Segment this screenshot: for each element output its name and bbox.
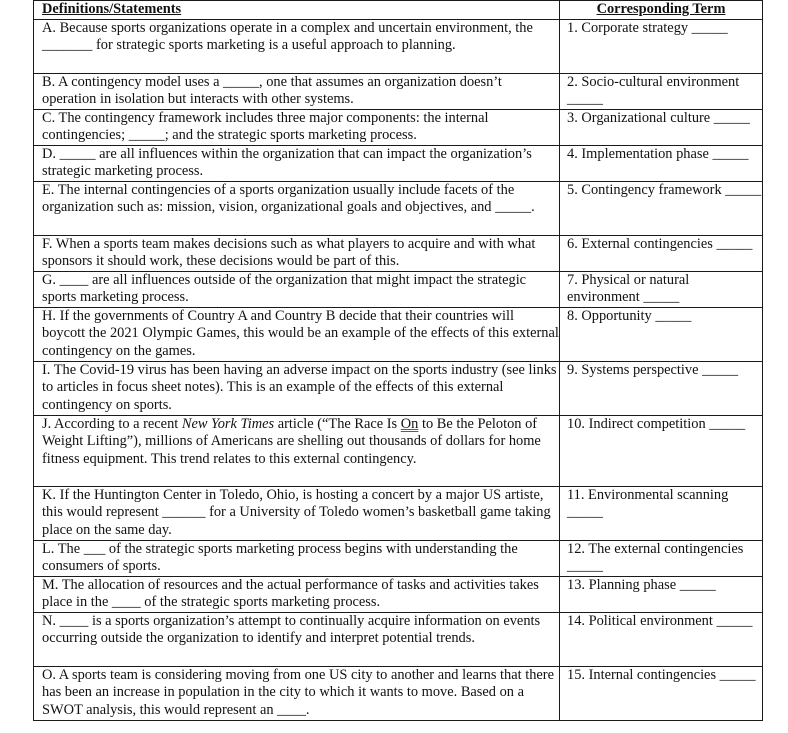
table-row [34,181,763,235]
table-row [34,109,763,145]
statement-m: M. The allocation of resources and the actual performance of tasks and activities takes place in the ____ of the strategic sports marketing process. [34,576,560,612]
term-9: 9. Systems perspective _____ [560,361,763,415]
matching-table [33,0,763,721]
table-row [34,361,763,415]
statement-c: C. The contingency framework includes three major components: the internal contingencies; _____; and the strategic sports marketing process. [34,109,560,145]
table-row [34,415,763,486]
statement-e: E. The internal contingencies of a sports organization usually include facets of the organization such as: mission, vision, organizational goals and objectives, and _____. [34,181,560,235]
table-row [34,271,763,307]
term-1: 1. Corporate strategy _____ [560,19,763,73]
term-4: 4. Implementation phase _____ [560,145,763,181]
statement-j-flagged-word: On [400,415,419,432]
statement-d: D. _____ are all influences within the organization that can impact the organization’s strategic marketing process. [34,145,560,181]
term-6: 6. External contingencies _____ [560,235,763,271]
term-7: 7. Physical or natural environment _____ [560,271,763,307]
statement-f: F. When a sports team makes decisions such as what players to acquire and with what sponsors it should work, these decisions would be part of this. [34,235,560,271]
table-row [34,19,763,73]
table-row [34,486,763,540]
statement-j-pre: J. According to a recent [42,415,182,432]
term-10: 10. Indirect competition _____ [560,415,763,486]
header-row [34,1,763,20]
table-row [34,307,763,361]
statement-n: N. ____ is a sports organization’s attempt to continually acquire information on events occurring outside the organization to identify and interpret potential trends. [34,612,560,666]
term-8: 8. Opportunity _____ [560,307,763,361]
term-13: 13. Planning phase _____ [560,576,763,612]
terms-header: Corresponding Term [560,1,763,20]
term-11: 11. Environmental scanning _____ [560,486,763,540]
statement-j-publication: New York Times [181,415,275,432]
term-3: 3. Organizational culture _____ [560,109,763,145]
statement-g: G. ____ are all influences outside of the organization that might impact the strategic sports marketing process. [34,271,560,307]
table-row [34,73,763,109]
table-row [34,540,763,576]
table-row [34,145,763,181]
statement-k: K. If the Huntington Center in Toledo, Ohio, is hosting a concert by a major US artiste, this would represent ______ for a University of Toledo women’s basketball game taking place on the same day. [34,486,560,540]
term-15: 15. Internal contingencies _____ [560,666,763,720]
term-14: 14. Political environment _____ [560,612,763,666]
statement-o: O. A sports team is considering moving from one US city to another and learns that there has been an increase in population in the city to which it wants to move. Based on a SWOT analysis, this would represent an ____. [34,666,560,720]
statement-j-post: to Be the Peloton of Weight Lifting”), millions of Americans are shelling out thousands of dollars for home fitness equipment. This trend relates to this external contingency. [42,415,541,467]
table-row [34,666,763,720]
statement-i: I. The Covid-19 virus has been having an adverse impact on the sports industry (see links to articles in focus sheet notes). This is an example of the effects of this external contingency on sports. [34,361,560,415]
statement-a: A. Because sports organizations operate in a complex and uncertain environment, the _______ for strategic sports marketing is a useful approach to planning. [34,19,560,73]
term-2: 2. Socio-cultural environment _____ [560,73,763,109]
table-row [34,576,763,612]
statement-h: H. If the governments of Country A and Country B decide that their countries will boycott the 2021 Olympic Games, this would be an example of the effects of this external contingency on the games. [34,307,560,361]
definitions-header: Definitions/Statements [34,1,560,20]
term-5: 5. Contingency framework _____ [560,181,763,235]
term-12: 12. The external contingencies _____ [560,540,763,576]
table-row [34,235,763,271]
statement-b: B. A contingency model uses a _____, one that assumes an organization doesn’t operation in isolation but interacts with other systems. [34,73,560,109]
table-row [34,612,763,666]
statement-j-mid: article (“The Race Is [274,415,401,432]
statement-l: L. The ___ of the strategic sports marketing process begins with understanding the consumers of sports. [34,540,560,576]
statement-j [34,415,560,486]
